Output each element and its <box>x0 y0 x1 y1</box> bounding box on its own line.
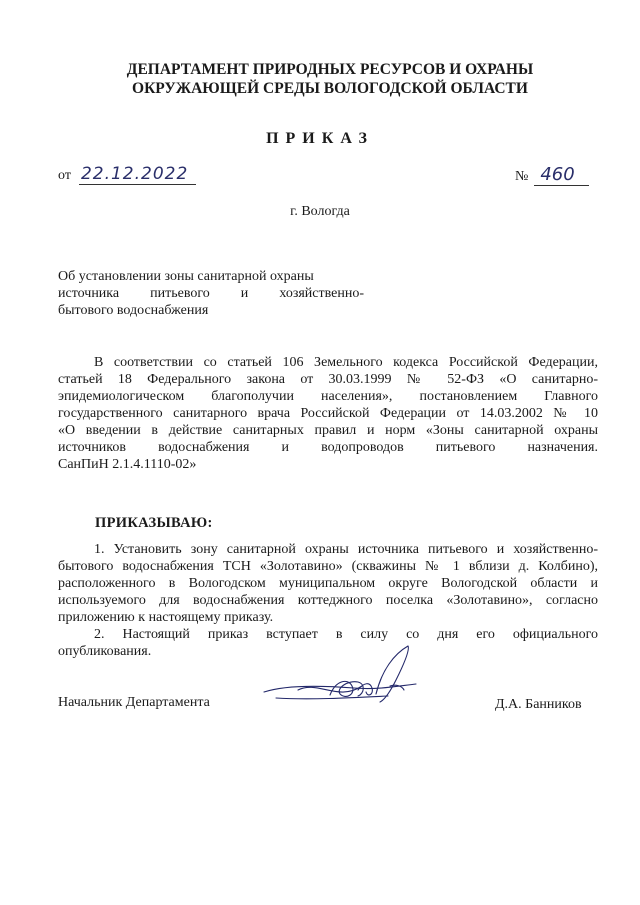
subject-line: бытового водоснабжения <box>58 303 209 318</box>
date-prefix: от <box>58 168 71 183</box>
subject-line: Об установлении зоны санитарной охраны <box>58 269 314 284</box>
preamble-line: В соответствии со статьей 106 Земельного кодекса Российской Федерации, <box>94 355 598 370</box>
handwritten-number: 460 <box>534 164 588 186</box>
document-type-title: ПРИКАЗ <box>266 130 374 147</box>
handwritten-date: 22.12.2022 <box>79 164 196 185</box>
item-1-line: приложению к настоящему приказу. <box>58 610 274 625</box>
item-1-line: 1. Установить зону санитарной охраны источника питьевого и хозяйственно- <box>94 542 598 557</box>
number-prefix: № <box>515 169 529 184</box>
department-line-2: ОКРУЖАЮЩЕЙ СРЕДЫ ВОЛОГОДСКОЙ ОБЛАСТИ <box>132 80 528 97</box>
city: г. Вологда <box>290 204 350 219</box>
preamble-line: государственного санитарного врача Российской Федерации от 14.03.2002 № 10 <box>58 406 598 421</box>
signatory-name: Д.А. Банников <box>495 697 582 712</box>
department-header <box>60 60 600 98</box>
item-2-line: опубликования. <box>58 644 152 659</box>
preamble-paragraph <box>58 354 598 473</box>
item-1-line: используемого для водоснабжения коттеджного поселка «Золотавино», согласно <box>58 593 598 608</box>
date-field <box>58 164 196 185</box>
order-subject <box>58 268 364 319</box>
handwritten-signature <box>258 640 428 720</box>
signatory-position: Начальник Департамента <box>58 695 210 710</box>
preamble-line: «О введении в действие санитарных правил и норм «Зоны санитарной охраны <box>58 423 598 438</box>
preamble-line: СанПиН 2.1.4.1110-02» <box>58 457 197 472</box>
item-2-line: 2. Настоящий приказ вступает в силу со дня его официального <box>94 627 598 642</box>
subject-line: источника питьевого и хозяйственно- <box>58 286 364 301</box>
department-line-1: ДЕПАРТАМЕНТ ПРИРОДНЫХ РЕСУРСОВ И ОХРАНЫ <box>126 61 534 78</box>
item-1-line: расположенного в Вологодском муниципальном округе Вологодской области и <box>58 576 598 591</box>
number-field <box>515 164 589 186</box>
preamble-line: источников водоснабжения и водопроводов питьевого назначения. <box>58 440 598 455</box>
item-1-line: бытового водоснабжения ТСН «Золотавино» (скважины № 1 вблизи д. Колбино), <box>58 559 598 574</box>
order-heading: ПРИКАЗЫВАЮ: <box>95 515 213 531</box>
preamble-line: статьей 18 Федерального закона от 30.03.1999 № 52-ФЗ «О санитарно- <box>58 372 598 387</box>
preamble-line: эпидемиологическом благополучии населения», постановлением Главного <box>58 389 598 404</box>
